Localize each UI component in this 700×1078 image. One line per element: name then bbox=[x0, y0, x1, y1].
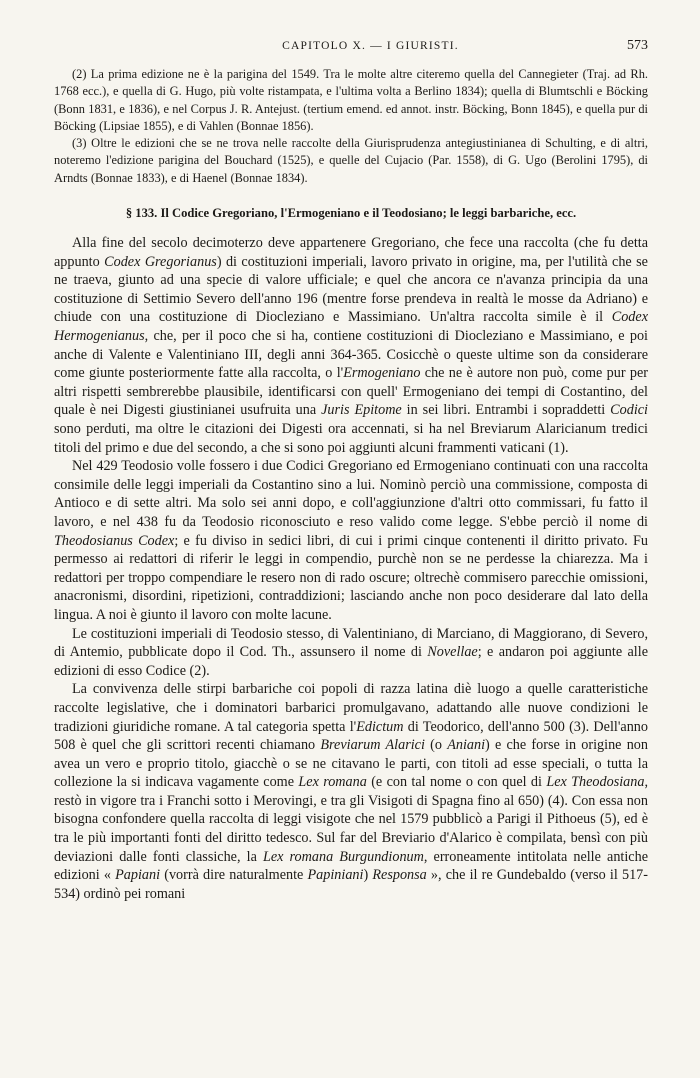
footnotes bbox=[54, 66, 648, 187]
footnote-3: (3) Oltre le edizioni che se ne trova nelle raccolte della Giurisprudenza antegiustinianea di Schulting, e di altri, noteremo l'edizione parigina del Bouchard (1525), e quelle del Cujacio (Par. 1558), di G. Ugo (Berolini 1795), di Arndts (Bonnae 1833), e di Haenel (Bonnae 1834). bbox=[54, 136, 648, 185]
italic-term: Edictum bbox=[356, 718, 404, 735]
text-run: ) bbox=[363, 867, 373, 884]
text-run: , erroneamente intitolata nelle antiche edizioni « bbox=[54, 848, 648, 884]
text-run: , restò in vigore tra i Franchi sotto i Merovingi, e tra gli Visigoti di Spagna fino al 650) (4). Con essa non bisogna confondere quella raccolta di leggi visigote che nel 1579 pubblicò a Parigi il Pithoeus (5), ed è tra le più importanti fonti del diritto tedesco. Sul far del Breviario d'Alarico è compilata, bensì con più deviazioni dalle fonti classiche, la bbox=[54, 774, 649, 865]
text-run: (e con tal nome o con quel di bbox=[366, 774, 547, 791]
italic-term: Juris Epitome bbox=[321, 402, 402, 419]
text-run: », che il re Gundebaldo (verso il 517-534) ordinò pei romani bbox=[54, 867, 648, 902]
page-header bbox=[54, 38, 648, 60]
italic-term: Ermogeniano bbox=[343, 365, 421, 382]
text-run: sono perduti, ma oltre le citazioni dei Digesti ora accennati, si ha nel Breviarum Alaricianum tredici titoli del primo e due del secondo, a che si sono poi aggiunti alcuni frammenti vaticani (1). bbox=[54, 421, 648, 456]
section-heading: § 133. Il Codice Gregoriano, l'Ermogeniano e il Teodosiano; le leggi barbariche, ecc. bbox=[125, 206, 577, 221]
italic-term: Lex Theodosiana bbox=[546, 774, 645, 791]
page-number: 573 bbox=[627, 38, 648, 53]
text-run: in sei libri. Entrambi i sopraddetti bbox=[401, 402, 611, 419]
italic-term: Novellae bbox=[427, 644, 478, 661]
running-head: CAPITOLO X. — I GIURISTI. bbox=[282, 40, 459, 52]
body-text bbox=[54, 234, 648, 903]
text-run: ; e fu diviso in sedici libri, di cui i primi cinque contenenti il diritto privato. Fu permesso ai redattori di riferir le leggi in compendio, purchè non se ne perdesse la chiarezza. Ma i redattori per troppo compendiare le resero non di rado oscure; oltrechè commisero parecchie omissioni, anacronismi, disordini, ripetizioni, contraddizioni; lasciando anche non poco desiderare dal lato della lingua. A noi è giunto il lavoro con molte lacune. bbox=[54, 532, 648, 623]
italic-term: Codex Gregorianus bbox=[104, 253, 217, 270]
text-run: Alla fine del secolo decimoterzo deve appartenere Gregoriano, che fece una raccolta (che fu detta appunto bbox=[54, 235, 648, 270]
text-run: La convivenza delle stirpi barbariche coi popoli di razza latina diè luogo a quelle caratteristiche raccolte legislative, che i dominatori barbarici promulgavano, adattando alle nuove condizioni le tradizioni giuridiche romane. A tal categoria spetta l' bbox=[54, 681, 648, 735]
italic-term: Theodosianus Codex bbox=[54, 532, 175, 549]
text-run: Le costituzioni imperiali di Teodosio stesso, di Valentiniano, di Marciano, di Maggiorano, di Severo, di Antemio, pubblicate dopo il Cod. Th., assunsero il nome di bbox=[54, 625, 648, 661]
italic-term: Papiniani bbox=[307, 867, 364, 884]
italic-term: Lex romana bbox=[298, 774, 367, 791]
italic-term: Aniani bbox=[447, 737, 486, 754]
paragraph-3 bbox=[54, 625, 648, 681]
text-run: Nel 429 Teodosio volle fossero i due Codici Gregoriano ed Ermogeniano continuati con una raccolta consimile delle leggi imperiali da Costantino sino a lui. Nominò perciò una commissione, composta di Antioco e di sette altri. Ma solo sei anni dopo, e coll'aggiunzione d'altri otto commissari, fu fatto il lavoro, e nel 438 fu da Teodosio riconosciuto e reso valido come legge. S'ebbe perciò il nome di bbox=[54, 458, 648, 530]
text-run: di Teodorico, dell'anno 500 (3). Dell'anno 508 è quel che gli scrittori recenti chiamano bbox=[54, 718, 648, 754]
italic-term: Codici bbox=[610, 402, 649, 419]
text-run: ; e andaron poi aggiunte alle edizioni di esso Codice (2). bbox=[54, 644, 648, 679]
text-run: ) e che forse in origine non avea un vero e proprio titolo, giacchè o se ne citavano le parti, con titoli ad esse speciali, o tutta la collezione la si indicava vagamente come bbox=[54, 737, 648, 791]
footnote-2: (2) La prima edizione ne è la parigina del 1549. Tra le molte altre citeremo quella del Cannegieter (Traj. ad Rh. 1768 ecc.), e quella di G. Hugo, più volte ristampata, e l'ultima volta a Berlino 1834); quella di Blumtschli e Böcking (Bonn 1831, e 1836), e nel Corpus J. R. Antejust. (tertium emend. ed annot. instr. Böcking, Bonn 1845), e quella pur di Böcking (Lipsiae 1855), e di Vahlen (Bonnae 1856). bbox=[54, 67, 648, 133]
italic-term: Responsa bbox=[372, 867, 427, 884]
text-run: (o bbox=[424, 737, 448, 754]
text-run: , che, per il poco che si ha, contiene costituzioni di Diocleziano e Massimiano, e poi anche di Valente e Valentiniano III, degli anni 364-365. Cosicchè o queste ultime son da considerare come giunte posteriormente fatte alla raccolta, o l' bbox=[54, 328, 648, 382]
italic-term: Papiani bbox=[115, 867, 161, 884]
text-run: (vorrà dire naturalmente bbox=[160, 867, 308, 884]
paragraph-4 bbox=[54, 680, 648, 903]
paragraph-1 bbox=[54, 234, 648, 457]
italic-term: Codex Hermogenianus bbox=[54, 309, 648, 345]
text-run: che ne è autore non può, come pur per altri rispetti sembrerebbe plausibile, identificarsi con quell' Ermogeniano dei tempi di Costantino, del quale è nei Digesti giustinianei usufruita una bbox=[54, 365, 649, 419]
italic-term: Lex romana Burgundionum bbox=[262, 848, 424, 865]
italic-term: Breviarum Alarici bbox=[320, 737, 425, 754]
paragraph-2 bbox=[54, 457, 648, 624]
text-run: ) di costituzioni imperiali, lavoro privato in origine, ma, per l'utilità che se ne traeva, giunto ad una specie di valore ufficiale; e quel che ancora ce n'avanza principia da una costituzione di Settimio Severo dell'anno 196 (mentre forse prendeva in realtà le mosse da Adriano) e chiude con una costituzione di Diocleziano e Massimiano. Un'altra raccolta simile è il bbox=[54, 253, 648, 326]
